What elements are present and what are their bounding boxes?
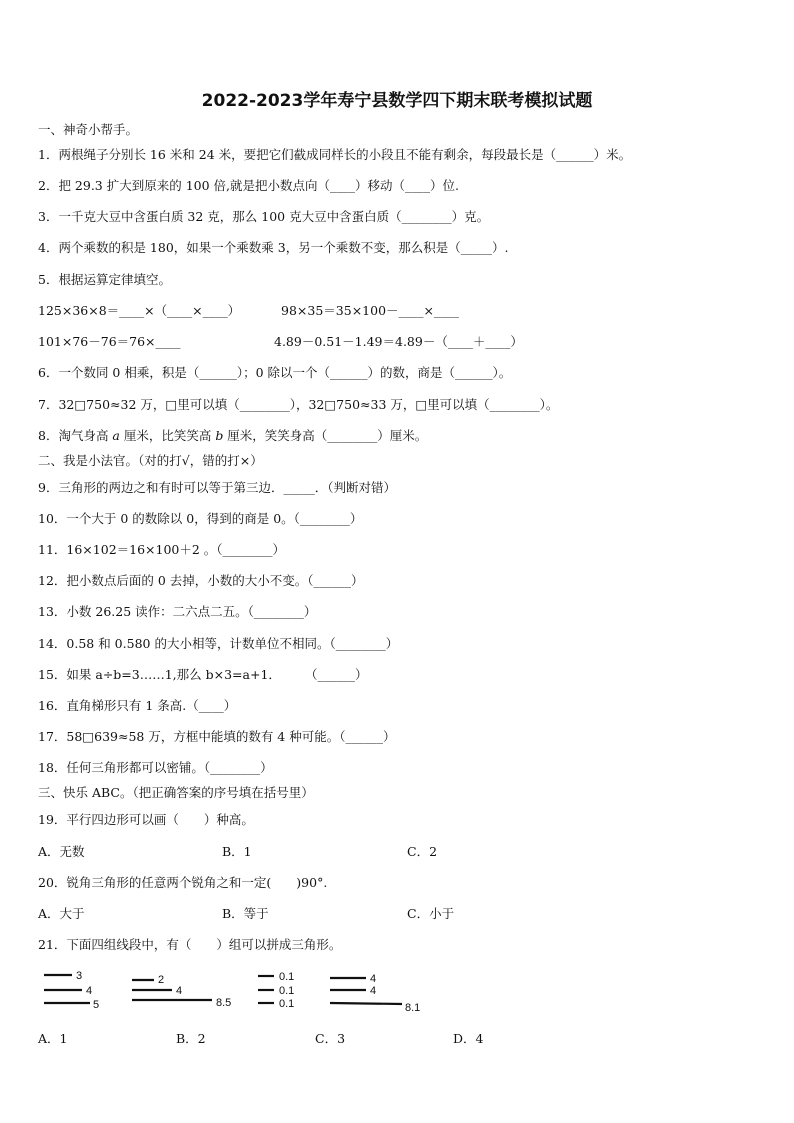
question-10: 10．一个大于 0 的数除以 0，得到的商是 0。（________）: [38, 511, 363, 526]
segment-g3-label-3: 0.1: [279, 998, 295, 1010]
q21-option-a: A．1: [38, 1031, 68, 1046]
segment-g2-label-3: 8.5: [216, 997, 232, 1009]
question-2: 2．把 29.3 扩大到原来的 100 倍,就是把小数点向（____）移动（____）位.: [38, 178, 459, 193]
q20-option-c: C．小于: [407, 906, 455, 921]
question-15: 15．如果 a÷b=3……1,那么 b×3=a+1．: [38, 667, 281, 682]
segment-figure: [30, 966, 450, 1018]
q21-option-c: C．3: [315, 1031, 346, 1046]
segment-g1-label-2: 4: [86, 985, 93, 997]
question-9: 9．三角形的两边之和有时可以等于第三边．_____．（判断对错）: [38, 480, 396, 495]
question-21: 21．下面四组线段中，有（ ）组可以拼成三角形。: [38, 937, 342, 952]
segment-g4-label-2: 4: [370, 985, 377, 997]
q21-option-b: B．2: [176, 1031, 206, 1046]
segment-g4-label-3: 8.1: [405, 1002, 421, 1014]
segment-g4-3: [330, 1003, 402, 1004]
page-title: 2022-2023学年寿宁县数学四下期末联考模拟试题: [201, 91, 593, 111]
question-5b: 98×35＝35×100－____×____: [281, 303, 459, 318]
question-8: 8．淘气身高 𝑎 厘米，比笑笑高 𝑏 厘米，笑笑身高（________）厘米。: [38, 428, 428, 443]
segment-group-4: [330, 973, 420, 1014]
question-3: 3．一千克大豆中含蛋白质 32 克，那么 100 克大豆中含蛋白质（________）克。: [38, 209, 490, 224]
question-16: 16．直角梯形只有 1 条高.（____）: [38, 698, 237, 713]
question-4: 4．两个乘数的积是 180，如果一个乘数乘 3，另一个乘数不变，那么积是（_____）.: [38, 240, 509, 255]
question-12: 12．把小数点后面的 0 去掉，小数的大小不变。（______）: [38, 573, 364, 588]
question-5d: 4.89－0.51－1.49＝4.89－（____＋____）: [274, 334, 523, 349]
segment-g1-label-3: 5: [93, 999, 100, 1011]
segment-group-3: [258, 971, 294, 1010]
segment-g1-label-1: 3: [76, 970, 83, 982]
question-5: 5．根据运算定律填空。: [38, 272, 171, 287]
section-2-heading: 二、我是小法官。（对的打√，错的打×）: [38, 453, 263, 468]
segment-g2-label-1: 2: [158, 974, 165, 986]
question-5a: 125×36×8＝____×（____×____）: [38, 303, 241, 318]
q20-option-b: B．等于: [222, 906, 269, 921]
section-1-heading: 一、神奇小帮手。: [38, 122, 139, 137]
segment-group-1: [44, 970, 99, 1011]
question-15-blank: （______）: [305, 667, 368, 682]
segment-g3-label-1: 0.1: [279, 971, 295, 983]
question-6: 6．一个数同 0 相乘，积是（______）；0 除以一个（______）的数，商是（______）。: [38, 365, 512, 380]
question-14: 14．0.58 和 0.580 的大小相等，计数单位不相同。（________）: [38, 636, 399, 651]
q20-option-a: A．大于: [38, 906, 85, 921]
segment-g4-label-1: 4: [370, 973, 377, 985]
segment-g3-label-2: 0.1: [279, 985, 295, 997]
q19-option-c: C．2: [407, 844, 438, 859]
question-20: 20．锐角三角形的任意两个锐角之和一定( )90°.: [38, 875, 328, 890]
question-18: 18．任何三角形都可以密铺。（________）: [38, 760, 273, 775]
question-19: 19．平行四边形可以画（ ）种高。: [38, 812, 254, 827]
question-13: 13．小数 26.25 读作：二六点二五。（________）: [38, 604, 317, 619]
question-1: 1．两根绳子分别长 16 米和 24 米，要把它们截成同样长的小段且不能有剩余，每段最长是（______）米。: [38, 147, 632, 162]
question-5c: 101×76－76＝76×____: [38, 334, 181, 349]
segment-group-2: [132, 974, 231, 1009]
question-11: 11．16×102＝16×100＋2 。（________）: [38, 542, 286, 557]
segment-g2-label-2: 4: [176, 985, 183, 997]
q19-option-a: A．无数: [38, 844, 85, 859]
question-7: 7．32□750≈32 万，□里可以填（________），32□750≈33 万，□里可以填（________）。: [38, 397, 559, 412]
section-3-heading: 三、快乐 ABC。（把正确答案的序号填在括号里）: [38, 785, 314, 800]
question-17: 17．58□639≈58 万，方框中能填的数有 4 种可能。（______）: [38, 729, 396, 744]
q19-option-b: B．1: [222, 844, 252, 859]
q21-option-d: D．4: [453, 1031, 484, 1046]
